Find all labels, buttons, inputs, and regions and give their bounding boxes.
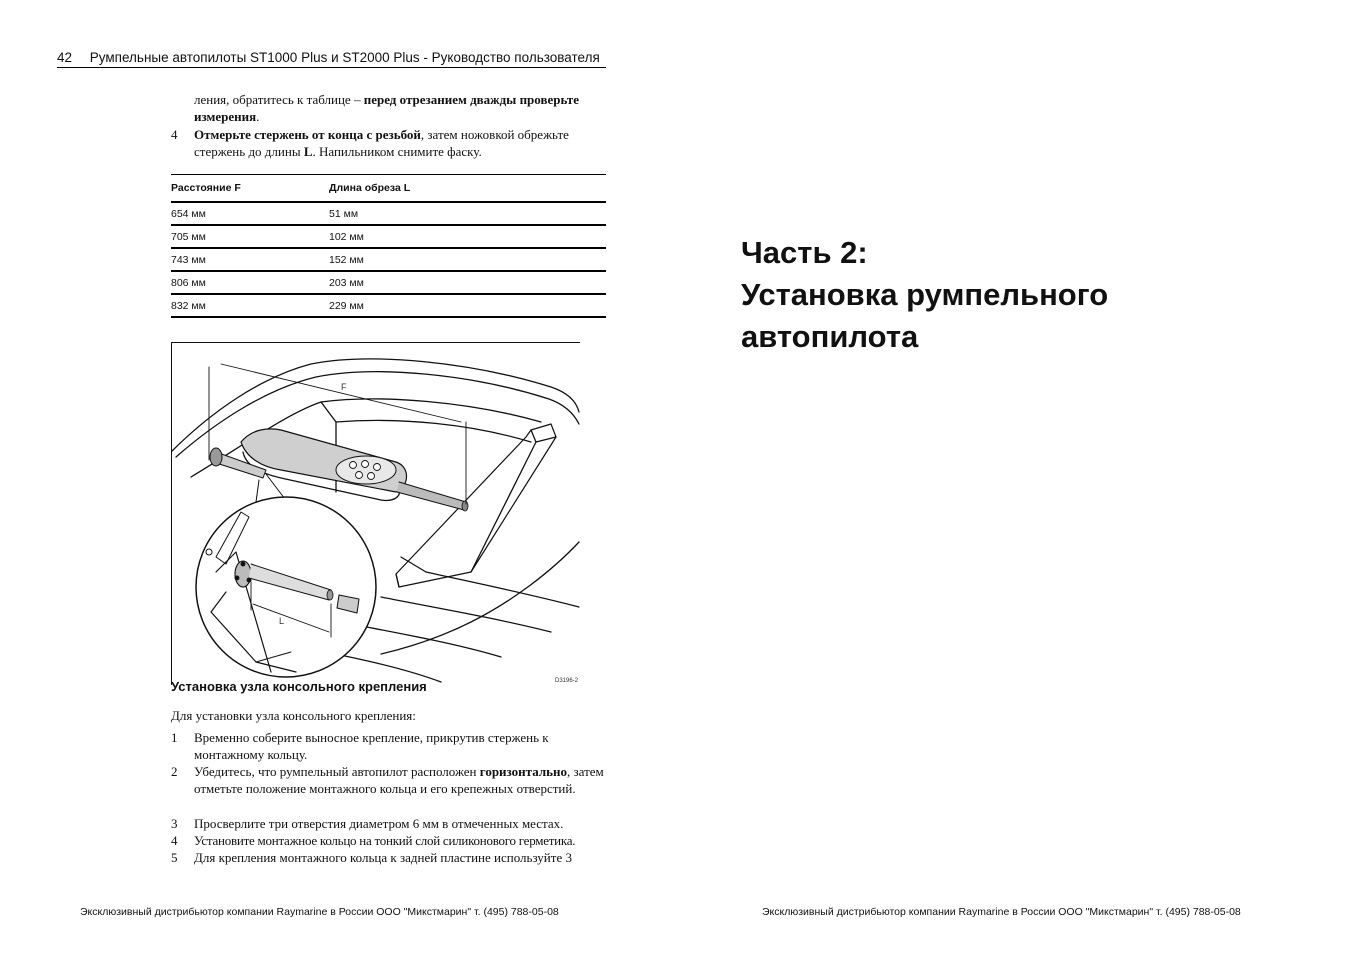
cell-distance: 743 мм: [171, 248, 329, 271]
step-text: Временно соберите выносное крепление, прикрутив стержень к монтажному кольцу.: [194, 730, 549, 762]
page-number: 42: [57, 50, 73, 65]
cell-length: 203 мм: [329, 271, 606, 294]
step-bold: Отмерьте стержень от конца с резьбой: [194, 127, 421, 142]
section-intro: Для установки узла консольного крепления:: [171, 708, 416, 723]
cell-length: 102 мм: [329, 225, 606, 248]
cell-distance: 832 мм: [171, 294, 329, 317]
label-f: F: [341, 382, 347, 392]
cell-length: 229 мм: [329, 294, 606, 317]
cell-length: 152 мм: [329, 248, 606, 271]
step-text-end: . Напильником снимите фаску.: [312, 144, 482, 159]
page-header: [57, 50, 606, 68]
installation-figure: [171, 342, 580, 685]
part-title-line3: автопилота: [741, 319, 919, 354]
cut-length-table: [171, 174, 606, 318]
step-number: 2: [171, 764, 178, 779]
step-number: 4: [171, 833, 178, 848]
step-text: Убедитесь, что румпельный автопилот расположен: [194, 764, 480, 779]
column-header-distance: Расстояние F: [171, 175, 329, 203]
step-number: 3: [171, 816, 178, 831]
intro-text: ления, обратитесь к таблице –: [194, 92, 364, 107]
step-4-cut: [171, 126, 606, 160]
table-row: [171, 294, 606, 317]
list-item: [171, 832, 606, 849]
table-row: [171, 271, 606, 294]
step-bold-l: L: [303, 144, 313, 159]
intro-end: .: [256, 109, 260, 124]
table-row: [171, 225, 606, 248]
step-text: Для крепления монтажного кольца к задней пластине используйте 3: [194, 850, 572, 865]
figure-code: D3196-2: [555, 678, 579, 684]
list-item: [171, 815, 606, 832]
list-item: [171, 729, 606, 763]
table-header-row: [171, 175, 606, 203]
footer-left: Эксклюзивный дистрибьютор компании Raymarine в России ООО "Микстмарин" т. (495) 788-05-08: [80, 906, 559, 918]
table-row: [171, 202, 606, 225]
intro-paragraph: [194, 91, 606, 125]
cell-distance: 806 мм: [171, 271, 329, 294]
part-title-line1: Часть 2:: [741, 235, 868, 270]
cell-length: 51 мм: [329, 202, 606, 225]
step-text: Просверлите три отверстия диаметром 6 мм в отмеченных местах.: [194, 816, 564, 831]
header-title: Румпельные автопилоты ST1000 Plus и ST2000 Plus - Руководство пользователя: [89, 50, 600, 65]
column-header-cut-length: Длина обреза L: [329, 175, 606, 203]
intro-bold: перед отрезанием дважды проверьте измерения: [194, 92, 580, 124]
table-row: [171, 248, 606, 271]
step-number: 1: [171, 730, 178, 745]
part-title: [741, 232, 1108, 358]
cell-distance: 705 мм: [171, 225, 329, 248]
list-item: [171, 763, 606, 797]
part-title-line2: Установка румпельного: [741, 277, 1109, 312]
step-number: 5: [171, 850, 178, 865]
label-l: L: [279, 616, 285, 626]
step-bold: горизонтально: [479, 764, 567, 779]
step-text: Установите монтажное кольцо на тонкий слой силиконового герметика.: [194, 833, 576, 848]
list-item: [171, 849, 606, 866]
section-title: Установка узла консольного крепления: [171, 679, 427, 694]
step-text-end: , затем отметьте положение монтажного кольца и его крепежных отверстий.: [194, 764, 604, 796]
step-text: , затем ножовкой обрежьте стержень до длины: [194, 127, 569, 159]
step-number: 4: [171, 127, 178, 142]
cell-distance: 654 мм: [171, 202, 329, 225]
footer-right: Эксклюзивный дистрибьютор компании Raymarine в России ООО "Микстмарин" т. (495) 788-05-08: [762, 906, 1241, 918]
